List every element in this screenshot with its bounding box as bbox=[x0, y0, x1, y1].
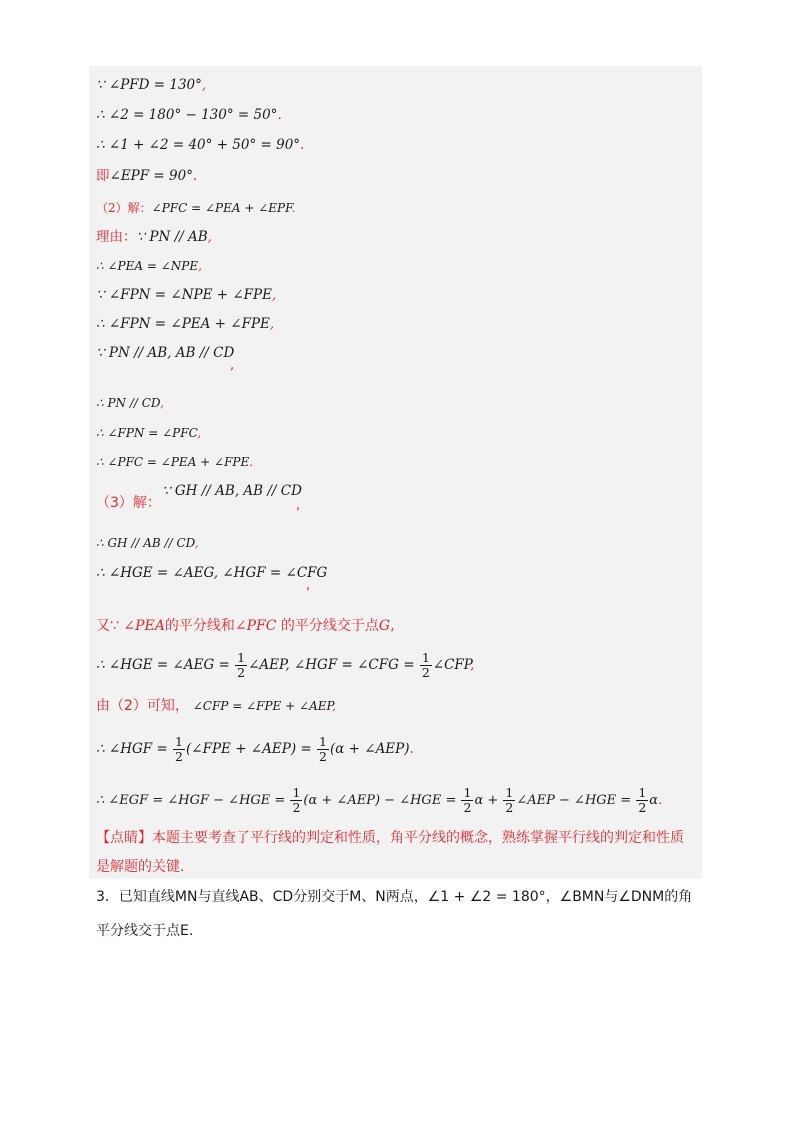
trailing-comma: , bbox=[230, 358, 235, 373]
comment-line-2: 是解题的关键. bbox=[96, 859, 185, 875]
comment-line-1: 【点睛】本题主要考查了平行线的判定和性质，角平分线的概念，熟练掌握平行线的判定和性质 bbox=[96, 830, 684, 846]
proof-line: ∴ ∠FPN = ∠PFC, bbox=[96, 426, 202, 440]
question-line-2: 平分线交于点E. bbox=[96, 923, 194, 939]
proof-line: ∵ ∠PFD = 130°, bbox=[96, 77, 207, 93]
proof-line: ∴ ∠FPN = ∠PEA + ∠FPE, bbox=[96, 316, 275, 332]
proof-line: ∴ GH // AB // CD, bbox=[96, 536, 199, 550]
proof-line: ∴ ∠2 = 180° − 130° = 50°. bbox=[96, 107, 282, 123]
trailing-comma: , bbox=[296, 498, 301, 513]
proof-line: ∵ PN // AB, AB // CD bbox=[96, 345, 235, 361]
proof-line: ∴ ∠HGF = $\frac{1}{2}$ (∠FPE + ∠AEP) = $\frac{1}{2}$ (α + ∠AEP). bbox=[96, 734, 414, 764]
proof-line: ∴ ∠HGE = ∠AEG, ∠HGF = ∠CFG bbox=[96, 565, 328, 581]
proof-line: ∵ GH // AB, AB // CD bbox=[162, 483, 302, 499]
proof-line: ∴ ∠1 + ∠2 = 40° + 50° = 90°. bbox=[96, 137, 305, 153]
proof-line: 由（2）可知， ∠CFP = ∠FPE + ∠AEP, bbox=[96, 698, 336, 714]
question-line-1: 3．已知直线MN与直线AB、CD分别交于M、N两点，∠1 + ∠2 = 180°，∠BMN与∠DNM的角 bbox=[96, 889, 693, 905]
proof-line: ∴ ∠PEA = ∠NPE, bbox=[96, 259, 202, 273]
part-3-label: （3）解： bbox=[96, 495, 161, 511]
proof-line: ∴ ∠PFC = ∠PEA + ∠FPE. bbox=[96, 455, 254, 469]
proof-line: 理由：∵ PN // AB, bbox=[96, 229, 212, 245]
proof-line: ∴ ∠HGE = ∠AEG = $\frac{1}{2}$ ∠AEP, ∠HGF = ∠CFG = $\frac{1}{2}$ ∠CFP, bbox=[96, 650, 475, 680]
proof-line: ∵ ∠FPN = ∠NPE + ∠FPE, bbox=[96, 287, 277, 303]
proof-line: ∴ PN // CD, bbox=[96, 396, 164, 410]
proof-line: ∴ ∠EGF = ∠HGF − ∠HGE = $\frac{1}{2}$ (α + ∠AEP) − ∠HGE = $\frac{1}{2}$ α + $\frac{1}{2}$ ∠AEP − ∠HGE = $\frac{1}{2}$ α. bbox=[96, 785, 663, 815]
trailing-comma: , bbox=[306, 578, 311, 593]
proof-line: （2）解：∠PFC = ∠PEA + ∠EPF. bbox=[96, 201, 296, 215]
proof-line: 即∠EPF = 90°. bbox=[96, 168, 198, 184]
proof-line: 又∵ ∠PEA的平分线和∠PFC 的平分线交于点G, bbox=[96, 618, 395, 634]
